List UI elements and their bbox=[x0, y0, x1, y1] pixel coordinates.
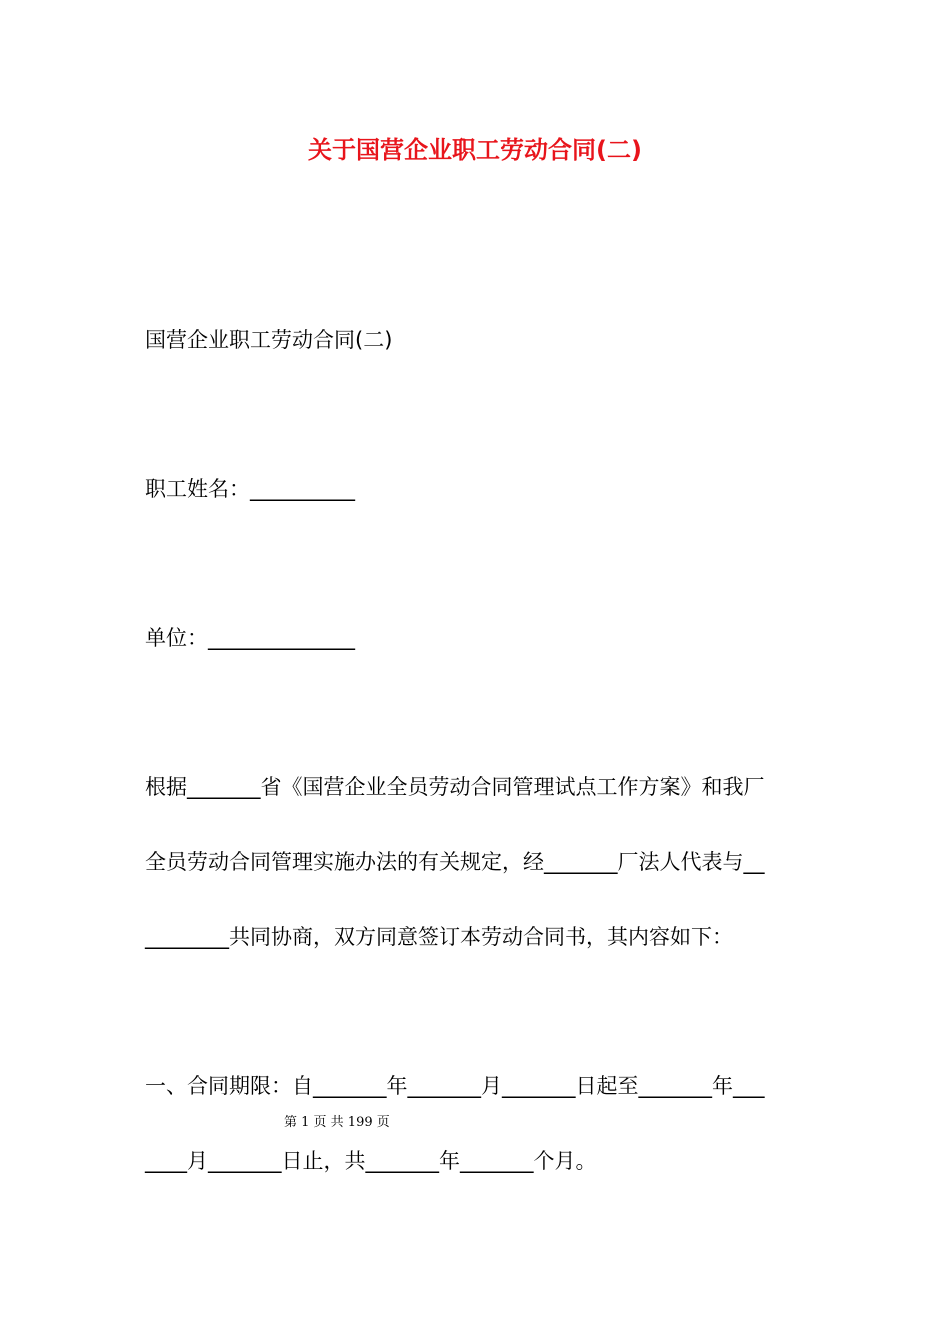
paragraph-1-line-1: 根据_______省《国营企业全员劳动合同管理试点工作方案》和我厂 bbox=[145, 775, 765, 799]
paragraph-1-line-2: 全员劳动合同管理实施办法的有关规定，经_______厂法人代表与__ bbox=[145, 850, 765, 874]
document-title: 关于国营企业职工劳动合同(二) bbox=[308, 136, 642, 164]
page-indicator: 第 1 页 共 199 页 bbox=[284, 1115, 390, 1130]
clause-1-line-1: 一、合同期限：自_______年_______月_______日起至_______年___ bbox=[145, 1074, 765, 1098]
unit-line: 单位：______________ bbox=[145, 626, 355, 650]
document-subtitle: 国营企业职工劳动合同(二) bbox=[145, 328, 393, 352]
employee-name-line: 职工姓名：__________ bbox=[145, 477, 355, 501]
clause-1-line-2: ____月_______日止，共_______年_______个月。 bbox=[145, 1149, 597, 1173]
paragraph-1-line-3: ________共同协商，双方同意签订本劳动合同书，其内容如下： bbox=[145, 925, 733, 949]
